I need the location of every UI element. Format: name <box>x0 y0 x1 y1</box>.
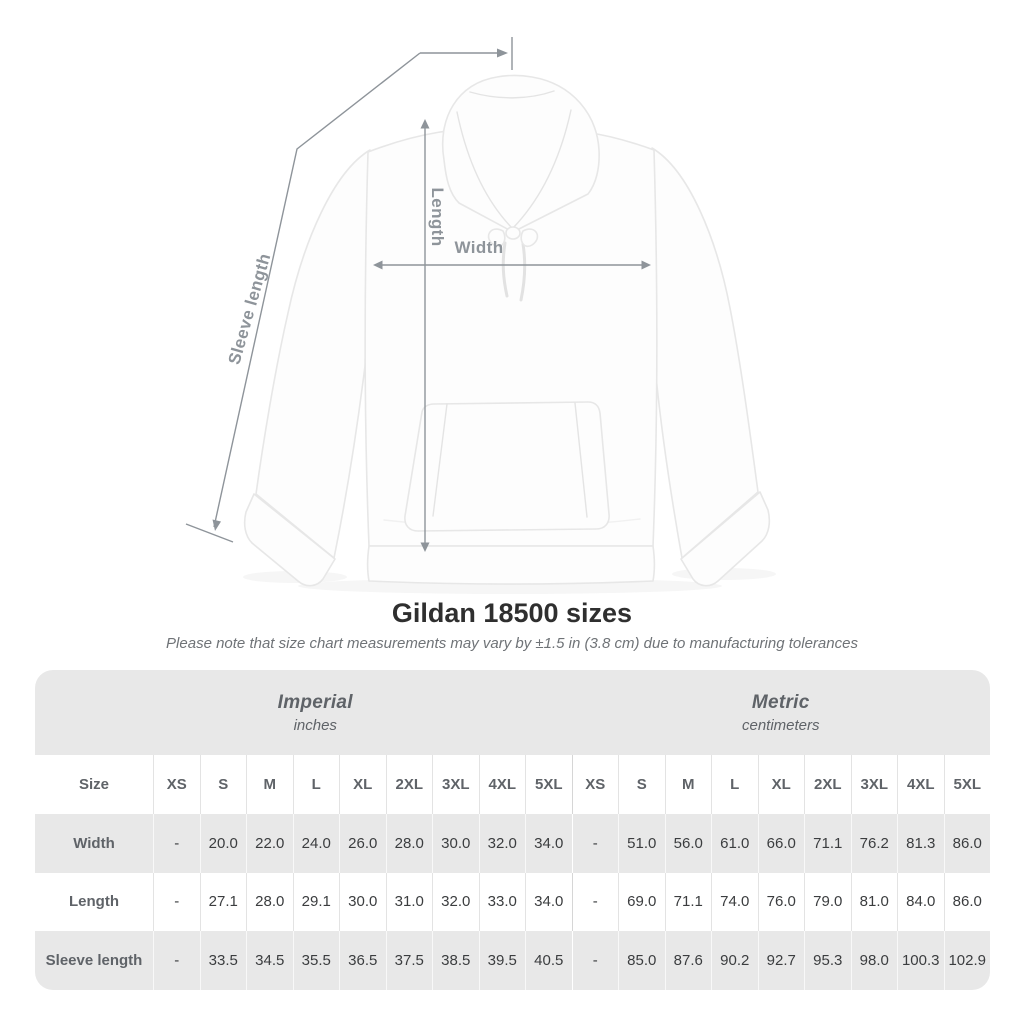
metric-value: 86.0 <box>944 814 991 873</box>
metric-unit: centimeters <box>741 716 820 734</box>
left-sleeve <box>256 150 370 558</box>
imperial-section-header <box>35 670 572 755</box>
imperial-size-header: M <box>246 755 293 814</box>
tolerance-note: Please note that size chart measurements may vary by ±1.5 in (3.8 cm) due to manufacturing tolerances <box>166 635 858 652</box>
hoodie-illustration <box>243 76 776 595</box>
metric-value: 100.3 <box>897 931 944 990</box>
imperial-value: 29.1 <box>293 873 340 932</box>
imperial-value: 34.0 <box>525 814 572 873</box>
imperial-size-header: 3XL <box>432 755 479 814</box>
metric-size-header: XS <box>572 755 619 814</box>
metric-size-header: L <box>711 755 758 814</box>
metric-value: 86.0 <box>944 873 991 932</box>
imperial-value: 27.1 <box>200 873 247 932</box>
imperial-size-header: XS <box>153 755 200 814</box>
imperial-value: 26.0 <box>339 814 386 873</box>
metric-value: 92.7 <box>758 931 805 990</box>
imperial-value: 33.5 <box>200 931 247 990</box>
metric-value: 84.0 <box>897 873 944 932</box>
metric-value: 79.0 <box>804 873 851 932</box>
metric-value: - <box>572 931 619 990</box>
imperial-title: Imperial <box>277 691 353 713</box>
pocket <box>405 402 609 531</box>
imperial-value: 32.0 <box>432 873 479 932</box>
imperial-value: 39.5 <box>479 931 526 990</box>
sleeve-length-label: Sleeve length <box>224 251 275 367</box>
metric-value: 56.0 <box>665 814 712 873</box>
metric-size-header: 3XL <box>851 755 898 814</box>
imperial-value: 31.0 <box>386 873 433 932</box>
metric-value: 51.0 <box>618 814 665 873</box>
imperial-size-header: L <box>293 755 340 814</box>
sleeve-arrow-right <box>497 49 508 58</box>
row-label: Length <box>69 893 119 911</box>
imperial-size-header: 5XL <box>525 755 572 814</box>
row-label: Sleeve length <box>35 931 153 990</box>
metric-size-header: S <box>618 755 665 814</box>
metric-value: 81.3 <box>897 814 944 873</box>
imperial-unit: inches <box>293 716 337 734</box>
metric-value: 90.2 <box>711 931 758 990</box>
imperial-value: 28.0 <box>386 814 433 873</box>
imperial-value: 34.5 <box>246 931 293 990</box>
imperial-value: 34.0 <box>525 873 572 932</box>
page-title: Gildan 18500 sizes <box>391 598 633 628</box>
imperial-value: - <box>153 814 200 873</box>
imperial-size-header: XL <box>339 755 386 814</box>
metric-title: Metric <box>751 691 810 713</box>
imperial-value: 30.0 <box>339 873 386 932</box>
imperial-value: 36.5 <box>339 931 386 990</box>
metric-section-header <box>572 670 991 755</box>
metric-value: 76.0 <box>758 873 805 932</box>
metric-value: 74.0 <box>711 873 758 932</box>
imperial-size-header: 4XL <box>479 755 526 814</box>
right-sleeve <box>652 148 758 558</box>
imperial-value: 38.5 <box>432 931 479 990</box>
imperial-value: 35.5 <box>293 931 340 990</box>
metric-value: - <box>572 873 619 932</box>
length-label: Length <box>428 187 447 247</box>
metric-value: - <box>572 814 619 873</box>
metric-size-header: 4XL <box>897 755 944 814</box>
metric-value: 71.1 <box>665 873 712 932</box>
sleeve-arrow-bottom <box>213 520 222 532</box>
imperial-value: - <box>153 873 200 932</box>
metric-value: 69.0 <box>618 873 665 932</box>
metric-size-header: 2XL <box>804 755 851 814</box>
imperial-size-header: S <box>200 755 247 814</box>
metric-value: 95.3 <box>804 931 851 990</box>
metric-value: 81.0 <box>851 873 898 932</box>
imperial-value: 24.0 <box>293 814 340 873</box>
width-label: Width <box>454 238 504 257</box>
hem-band <box>368 546 655 584</box>
imperial-value: 28.0 <box>246 873 293 932</box>
sleeve-bottom-tick <box>186 524 233 542</box>
metric-value: 61.0 <box>711 814 758 873</box>
metric-value: 66.0 <box>758 814 805 873</box>
imperial-value: 33.0 <box>479 873 526 932</box>
imperial-size-header: 2XL <box>386 755 433 814</box>
size-column-header: Size <box>78 775 109 793</box>
imperial-value: 37.5 <box>386 931 433 990</box>
metric-size-header: M <box>665 755 712 814</box>
imperial-value: 22.0 <box>246 814 293 873</box>
metric-value: 85.0 <box>618 931 665 990</box>
row-label: Width <box>35 814 153 873</box>
imperial-value: - <box>153 931 200 990</box>
metric-value: 76.2 <box>851 814 898 873</box>
imperial-value: 32.0 <box>479 814 526 873</box>
metric-size-header: XL <box>758 755 805 814</box>
metric-value: 87.6 <box>665 931 712 990</box>
imperial-value: 30.0 <box>432 814 479 873</box>
metric-value: 102.9 <box>944 931 991 990</box>
imperial-value: 20.0 <box>200 814 247 873</box>
imperial-value: 40.5 <box>525 931 572 990</box>
metric-value: 98.0 <box>851 931 898 990</box>
metric-size-header: 5XL <box>944 755 991 814</box>
length-arrow-top <box>421 119 430 129</box>
size-table <box>35 670 990 990</box>
metric-value: 71.1 <box>804 814 851 873</box>
